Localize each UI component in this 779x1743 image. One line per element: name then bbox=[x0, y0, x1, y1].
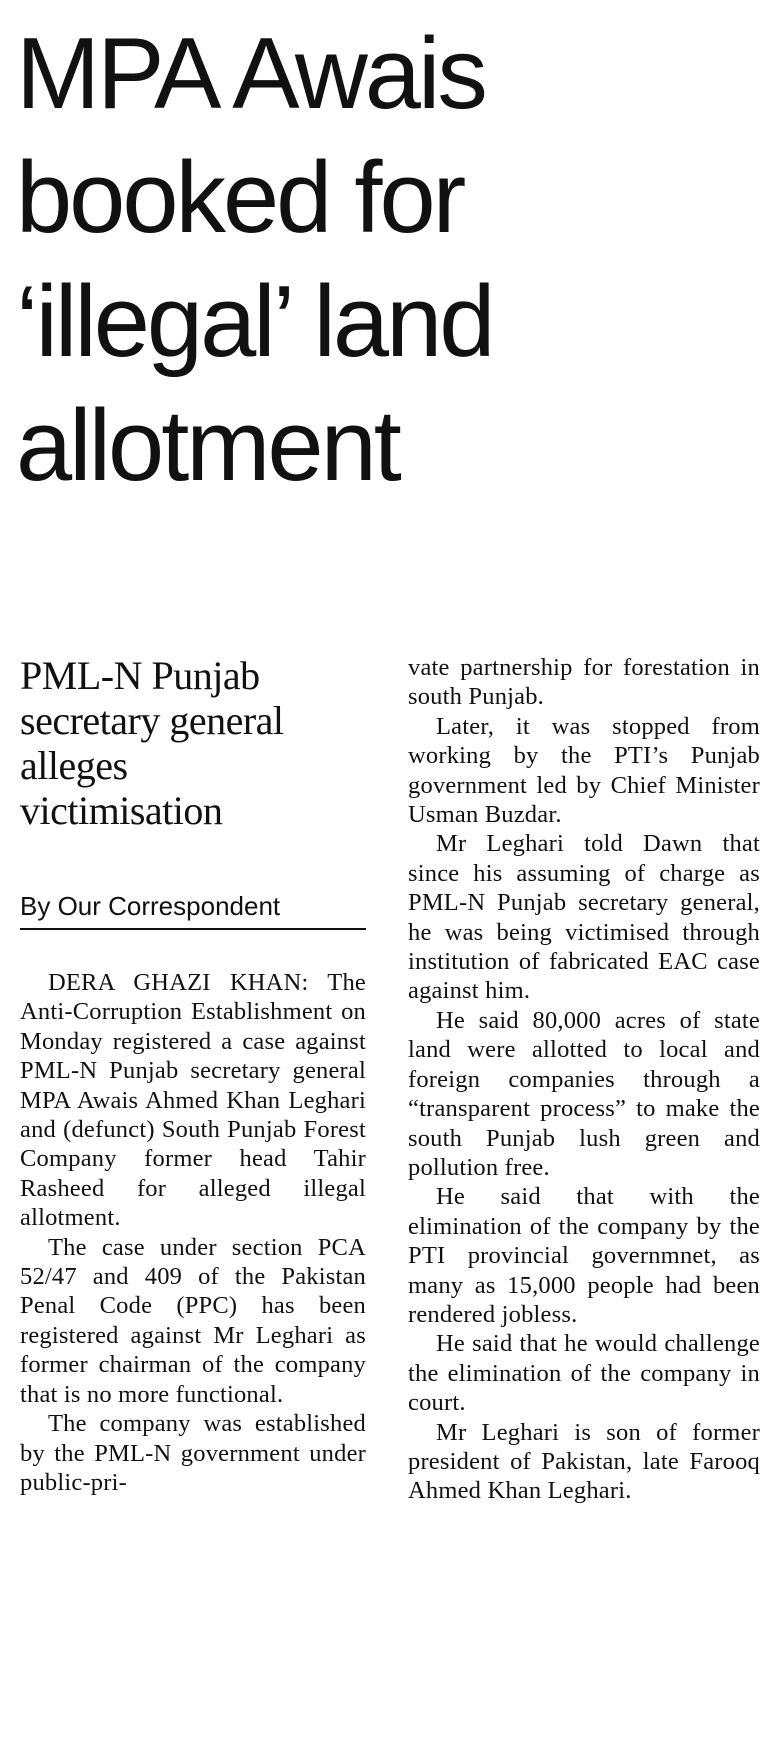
headline bbox=[16, 12, 766, 508]
paragraph: He said 80,000 acres of state land were allotted to local and foreign companies through a “transparent process” to make the south Punjab lush green and pollution free. bbox=[408, 1006, 760, 1181]
right-column bbox=[408, 653, 760, 1506]
article-body-left bbox=[20, 968, 366, 1497]
article-body-right bbox=[408, 653, 760, 1506]
headline-line: MPA Awais bbox=[16, 18, 485, 130]
subheadline-line: alleges bbox=[20, 743, 128, 788]
byline: By Our Correspondent bbox=[20, 892, 366, 930]
paragraph: Later, it was stopped from working by the PTI’s Punjab government led by Chief Minister Usman Buzdar. bbox=[408, 712, 760, 829]
subheadline-line: victimisation bbox=[20, 788, 223, 833]
paragraph: He said that with the elimination of the company by the PTI provincial governmnet, as many as 15,000 people had been rendered jobless. bbox=[408, 1183, 760, 1328]
paragraph: The company was established by the PML-N government under public-pri- bbox=[20, 1410, 366, 1496]
paragraph: Mr Leghari told Dawn that since his assuming of charge as PML-N Punjab secretary general, he was being victimised through institution of fabricated EAC case against him. bbox=[408, 830, 760, 1005]
headline-line: allotment bbox=[16, 390, 399, 502]
paragraph: DERA GHAZI KHAN: The Anti-Corruption Establishment on Monday registered a case against PML-N Punjab secretary general MPA Awais Ahmed Khan Leghari and (defunct) South Punjab Forest Company former head Tahir Rasheed for alleged illegal allotment. bbox=[20, 969, 366, 1232]
subheadline-line: PML-N Punjab bbox=[20, 653, 260, 698]
headline-line: ‘illegal’ land bbox=[16, 266, 493, 378]
subheadline bbox=[20, 653, 366, 833]
left-column bbox=[20, 653, 366, 1497]
paragraph: The case under section PCA 52/47 and 409 of the Pakistan Penal Code (PPC) has been registered against Mr Leghari as former chairman of the company that is no more functional. bbox=[20, 1233, 366, 1408]
headline-line: booked for bbox=[16, 142, 464, 254]
paragraph-continuation: vate partnership for forestation in south Punjab. bbox=[408, 654, 760, 711]
paragraph: He said that he would challenge the elimination of the company in court. bbox=[408, 1330, 760, 1417]
subheadline-line: secretary general bbox=[20, 698, 284, 743]
paragraph: Mr Leghari is son of former president of Pakistan, late Farooq Ahmed Khan Leghari. bbox=[408, 1418, 760, 1505]
